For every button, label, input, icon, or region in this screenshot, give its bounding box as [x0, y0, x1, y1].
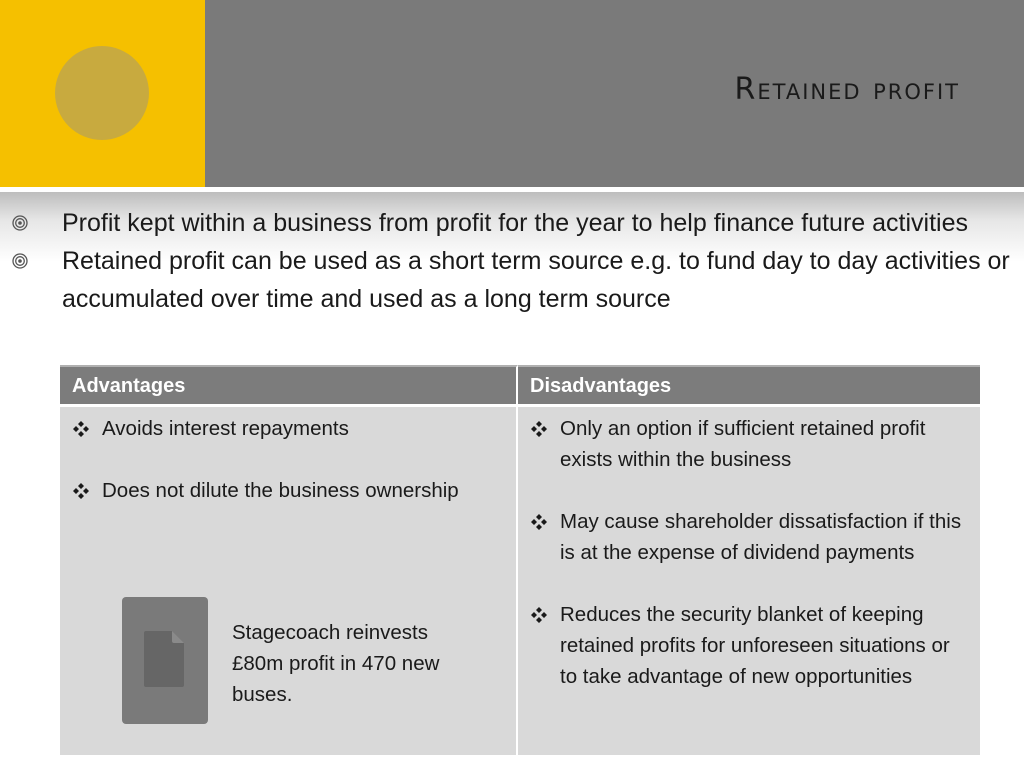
- disadvantage-text: Reduces the security blanket of keeping retained profits for unforeseen situations or to take advantage of new opportunities: [560, 603, 950, 688]
- bullet-item: [10, 204, 1010, 242]
- advantage-text: Avoids interest repayments: [102, 417, 349, 440]
- target-bullet-icon: [12, 215, 28, 231]
- image-placeholder: [122, 597, 208, 724]
- image-caption: Stagecoach reinvests £80m profit in 470 new buses.: [232, 621, 440, 706]
- disadvantage-text: May cause shareholder dissatisfaction if this is at the expense of dividend payments: [560, 510, 962, 564]
- bullet-item: [10, 242, 1010, 318]
- table-header-advantages: Advantages: [60, 365, 518, 407]
- table-header-disadvantages: Disadvantages: [518, 365, 980, 407]
- advantage-text: Does not dilute the business ownership: [102, 479, 459, 502]
- bullet-text: Retained profit can be used as a short term source e.g. to fund day to day activities or accumulated over time and used as a long term source: [62, 247, 1010, 313]
- bullet-text: Profit kept within a business from profit for the year to help finance future activities: [62, 209, 968, 237]
- four-diamond-bullet-icon: [530, 420, 548, 438]
- four-diamond-bullet-icon: [530, 606, 548, 624]
- advantages-cell: [60, 407, 518, 755]
- slide-title: Retained profit: [734, 72, 960, 107]
- header-circle-decoration: [55, 46, 149, 140]
- document-icon: [144, 631, 184, 687]
- list-item: [72, 475, 504, 506]
- disadvantage-text: Only an option if sufficient retained profit exists within the business: [560, 417, 926, 471]
- list-item: [530, 413, 968, 475]
- list-item: [72, 413, 504, 444]
- comparison-table: [60, 365, 980, 755]
- four-diamond-bullet-icon: [72, 420, 90, 438]
- target-bullet-icon: [12, 253, 28, 269]
- bullet-list: [10, 204, 1010, 318]
- disadvantages-cell: [518, 407, 980, 755]
- list-item: [530, 506, 968, 568]
- four-diamond-bullet-icon: [72, 482, 90, 500]
- four-diamond-bullet-icon: [530, 513, 548, 531]
- list-item: [530, 599, 968, 692]
